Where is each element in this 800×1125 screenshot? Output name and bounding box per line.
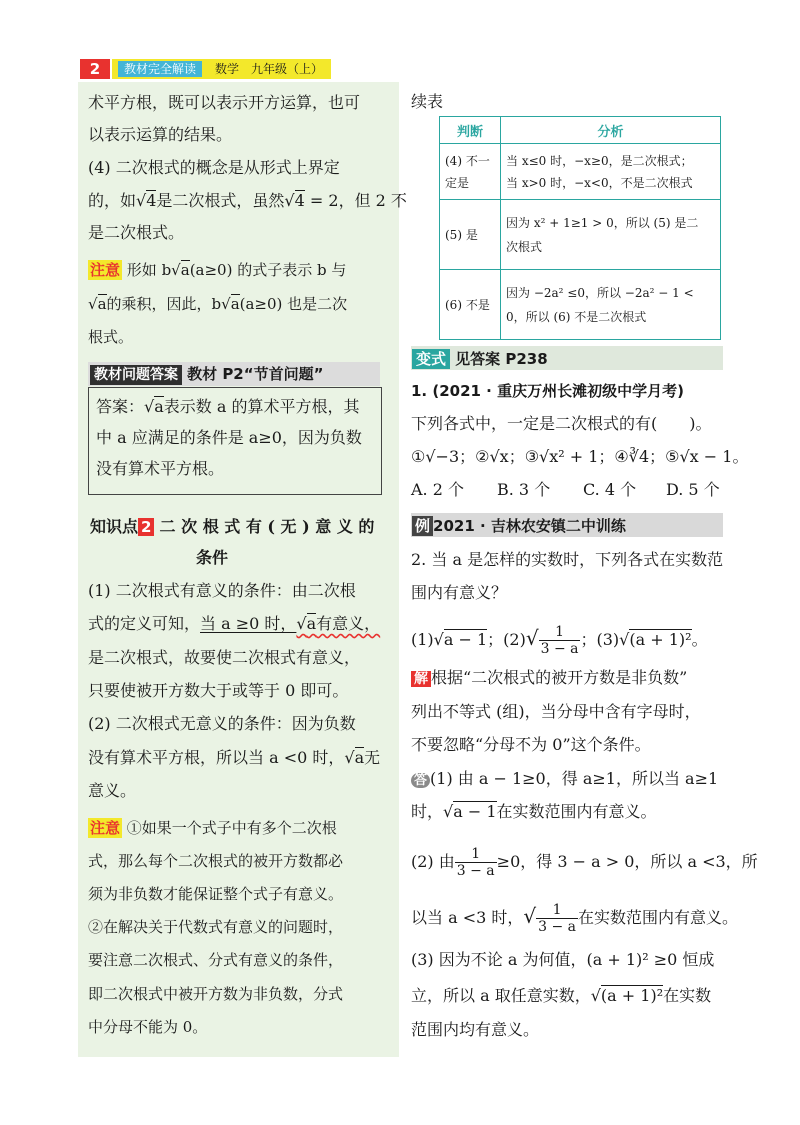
answer-tag: 答 <box>411 773 430 788</box>
text: ≥0，得 3 − a > 0，所以 a <3，所 <box>496 852 758 871</box>
sqrt-fraction: √ <box>525 626 539 650</box>
sqrt-expression: √a − 1 <box>433 630 488 649</box>
knowledge-point-title: 二 次 根 式 有 ( 无 ) 意 义 的 <box>159 517 375 536</box>
question-text: 2. 当 a 是怎样的实数时，下列各式在实数范 <box>411 550 724 569</box>
note-line: 须为非负数才能保证整个式子有意义。 <box>88 885 344 903</box>
example-tag: 例 <box>412 516 433 536</box>
series-title: 教材完全解读 <box>118 61 202 77</box>
paragraph-line: (2) 二次根式无意义的条件：因为负数 <box>88 714 356 733</box>
text: 是二次根式，虽然 <box>156 191 285 210</box>
text: 无 <box>364 748 381 767</box>
text: 在实数 <box>663 986 712 1005</box>
cell-line: 因为 x² + 1≥1 > 0，所以 (5) 是二 <box>506 215 699 230</box>
answer-line: 中 a 应满足的条件是 a≥0，因为负数 <box>96 428 362 447</box>
cell-line: 当 x>0 时，−x<0，不是二次根式 <box>506 175 693 190</box>
text: 在实数范围内有意义。 <box>578 908 739 927</box>
table-header-cell: 分析 <box>501 117 721 144</box>
text: 答案： <box>96 397 145 416</box>
paragraph-line: (4) 二次根式的概念是从形式上界定 <box>88 158 340 177</box>
answer-box-title: 教材问题答案 <box>90 365 182 385</box>
answer-box-ref: 教材 P2“节首问题” <box>187 365 324 383</box>
text: (2) 由 <box>411 852 455 871</box>
question-text: 围内有意义？ <box>411 583 508 602</box>
knowledge-point-label: 知识点 <box>90 517 139 536</box>
example-ref: 2021 · 吉林农安镇二中训练 <box>433 517 626 535</box>
fraction: $\frac{1}{3 - a}$ <box>538 902 577 935</box>
choice: B. 3 个 <box>497 480 551 499</box>
paragraph-line: 意义。 <box>88 781 137 800</box>
choice: A. 2 个 <box>411 480 464 499</box>
text: 的，如 <box>88 191 137 210</box>
paragraph-line: 术平方根，既可以表示开方运算，也可 <box>88 93 361 112</box>
solution-line <box>411 668 687 688</box>
note-line <box>88 294 347 314</box>
table-row <box>440 270 721 340</box>
table-cell <box>501 200 721 270</box>
text: 没有算术平方根，所以当 a <0 时， <box>88 748 345 767</box>
table-cell <box>501 144 721 200</box>
sqrt-expression: √4 <box>284 191 305 210</box>
text: ；(2) <box>487 630 526 649</box>
paragraph-line: 是二次根式。 <box>88 223 185 242</box>
solution-line: 列出不等式 (组)，当分母中含有字母时， <box>411 702 701 721</box>
underlined-text: 当 a ≥0 时， <box>200 614 297 633</box>
sqrt-expression: √4 <box>136 191 157 210</box>
choice: C. 4 个 <box>583 480 637 499</box>
solution-tag: 解 <box>411 671 431 687</box>
table-row <box>440 200 721 270</box>
sqrt-expression: √a <box>144 397 164 416</box>
knowledge-point-title-cont: 条件 <box>196 548 229 567</box>
answer-line <box>96 397 359 417</box>
variant-heading <box>412 348 548 369</box>
text: (a≥0) 也是二次 <box>239 295 348 313</box>
cell-line: 0，所以 (6) 不是二次根式 <box>506 309 647 324</box>
text: = 2，但 2 不 <box>309 191 407 210</box>
text: (1) 由 a − 1≥0，得 a≥1，所以当 a≥1 <box>430 769 719 788</box>
text: 的乘积，因此，b <box>106 295 222 313</box>
continued-table-label: 续表 <box>411 92 444 111</box>
note-line: 即二次根式中被开方数为非负数，分式 <box>88 985 344 1003</box>
sqrt-expression: √a <box>221 295 240 313</box>
note-line: ②在解决关于代数式有意义的问题时， <box>88 918 344 936</box>
choice: D. 5 个 <box>666 480 720 499</box>
answer-line: 没有算术平方根。 <box>96 459 225 478</box>
sqrt-expression: √a − 1 <box>443 802 497 821</box>
paragraph-line: (1) 二次根式有意义的条件：由二次根 <box>88 581 356 600</box>
table-header-cell: 判断 <box>440 117 501 144</box>
judgement-table <box>439 116 721 340</box>
table-cell <box>501 270 721 340</box>
note-line: 要注意二次根式、分式有意义的条件， <box>88 951 344 969</box>
note-tag: 注意 <box>90 819 121 837</box>
table-cell: (5) 是 <box>440 200 501 270</box>
cell-line: 因为 −2a² ≤0，所以 −2a² − 1 < <box>506 285 694 300</box>
table-row <box>440 144 721 200</box>
sqrt-expression: √a有意义， <box>296 614 381 633</box>
text: 在实数范围内有意义。 <box>496 802 657 821</box>
sqrt-expression: √a <box>171 261 190 279</box>
fraction: $\frac{1}{3 - a}$ <box>456 846 495 879</box>
example-heading <box>412 515 626 536</box>
question-heading: 1. (2021 · 重庆万州长滩初级中学月考) <box>411 382 684 400</box>
page-number: 2 <box>80 59 110 79</box>
paragraph-line <box>88 191 407 211</box>
fraction: $\frac{1}{3 - a}$ <box>540 624 579 657</box>
question-options: ①√−3；②√x；③√x² + 1；④∛4；⑤√x − 1。 <box>411 447 749 466</box>
cell-line: 当 x≤0 时，−x≥0，是二次根式； <box>506 153 693 168</box>
note-line: 式，那么每个二次根式的被开方数都必 <box>88 852 344 870</box>
text: 形如 b <box>126 261 172 279</box>
answer-line <box>411 986 711 1006</box>
note-tag: 注意 <box>90 261 121 279</box>
answer-line <box>411 769 718 789</box>
paragraph-line <box>88 748 380 768</box>
text: 时， <box>411 802 444 821</box>
answer-box-title-row <box>90 363 323 384</box>
text: (a≥0) 的式子表示 b 与 <box>189 261 347 279</box>
paragraph-line <box>88 614 380 634</box>
paragraph-line: 是二次根式，故要使二次根式有意义， <box>88 648 361 667</box>
text: 根据“二次根式的被开方数是非负数” <box>431 668 688 687</box>
text: 以当 a <3 时， <box>411 908 524 927</box>
note-line <box>88 260 346 280</box>
sqrt-expression: √a <box>88 295 107 313</box>
note-line: 根式。 <box>88 328 134 346</box>
answer-line: (3) 因为不论 a 为何值，(a + 1)² ≥0 恒成 <box>411 950 715 969</box>
note-line: 中分母不能为 0。 <box>88 1018 208 1036</box>
table-cell: (4) 不一定是 <box>440 144 501 200</box>
table-cell: (6) 不是 <box>440 270 501 340</box>
question-text: 下列各式中，一定是二次根式的有( )。 <box>411 414 712 433</box>
paragraph-line: 只要使被开方数大于或等于 0 即可。 <box>88 681 349 700</box>
text: 式的定义可知， <box>88 614 201 633</box>
knowledge-point-heading <box>90 514 374 537</box>
text: 立，所以 a 取任意实数， <box>411 986 591 1005</box>
sqrt-expression: √(a + 1)² <box>590 986 664 1005</box>
question-expressions <box>411 624 708 657</box>
table-header-row <box>440 117 721 144</box>
variant-tag: 变式 <box>412 349 450 369</box>
knowledge-point-number: 2 <box>138 518 154 536</box>
answer-line <box>411 846 758 879</box>
variant-ref: 见答案 P238 <box>455 350 548 368</box>
answer-line: 范围内均有意义。 <box>411 1020 540 1039</box>
note-line <box>88 818 337 838</box>
cell-line: 次根式 <box>506 239 543 254</box>
sqrt-expression: √(a + 1)² <box>619 630 692 649</box>
text: 。 <box>691 630 708 649</box>
answer-line <box>411 802 657 822</box>
paragraph-line: 以表示运算的结果。 <box>88 125 233 144</box>
sqrt-expression: √a <box>344 748 365 767</box>
sqrt-fraction: √ <box>523 904 537 928</box>
text: (1) <box>411 630 434 649</box>
subject-title: 数学 九年级（上） <box>215 62 324 76</box>
text: ①如果一个式子中有多个二次根 <box>126 819 337 837</box>
answer-line <box>411 902 738 935</box>
text: 表示数 a 的算术平方根，其 <box>163 397 360 416</box>
text: ；(3) <box>580 630 620 649</box>
solution-line: 不要忽略“分母不为 0”这个条件。 <box>411 735 651 754</box>
